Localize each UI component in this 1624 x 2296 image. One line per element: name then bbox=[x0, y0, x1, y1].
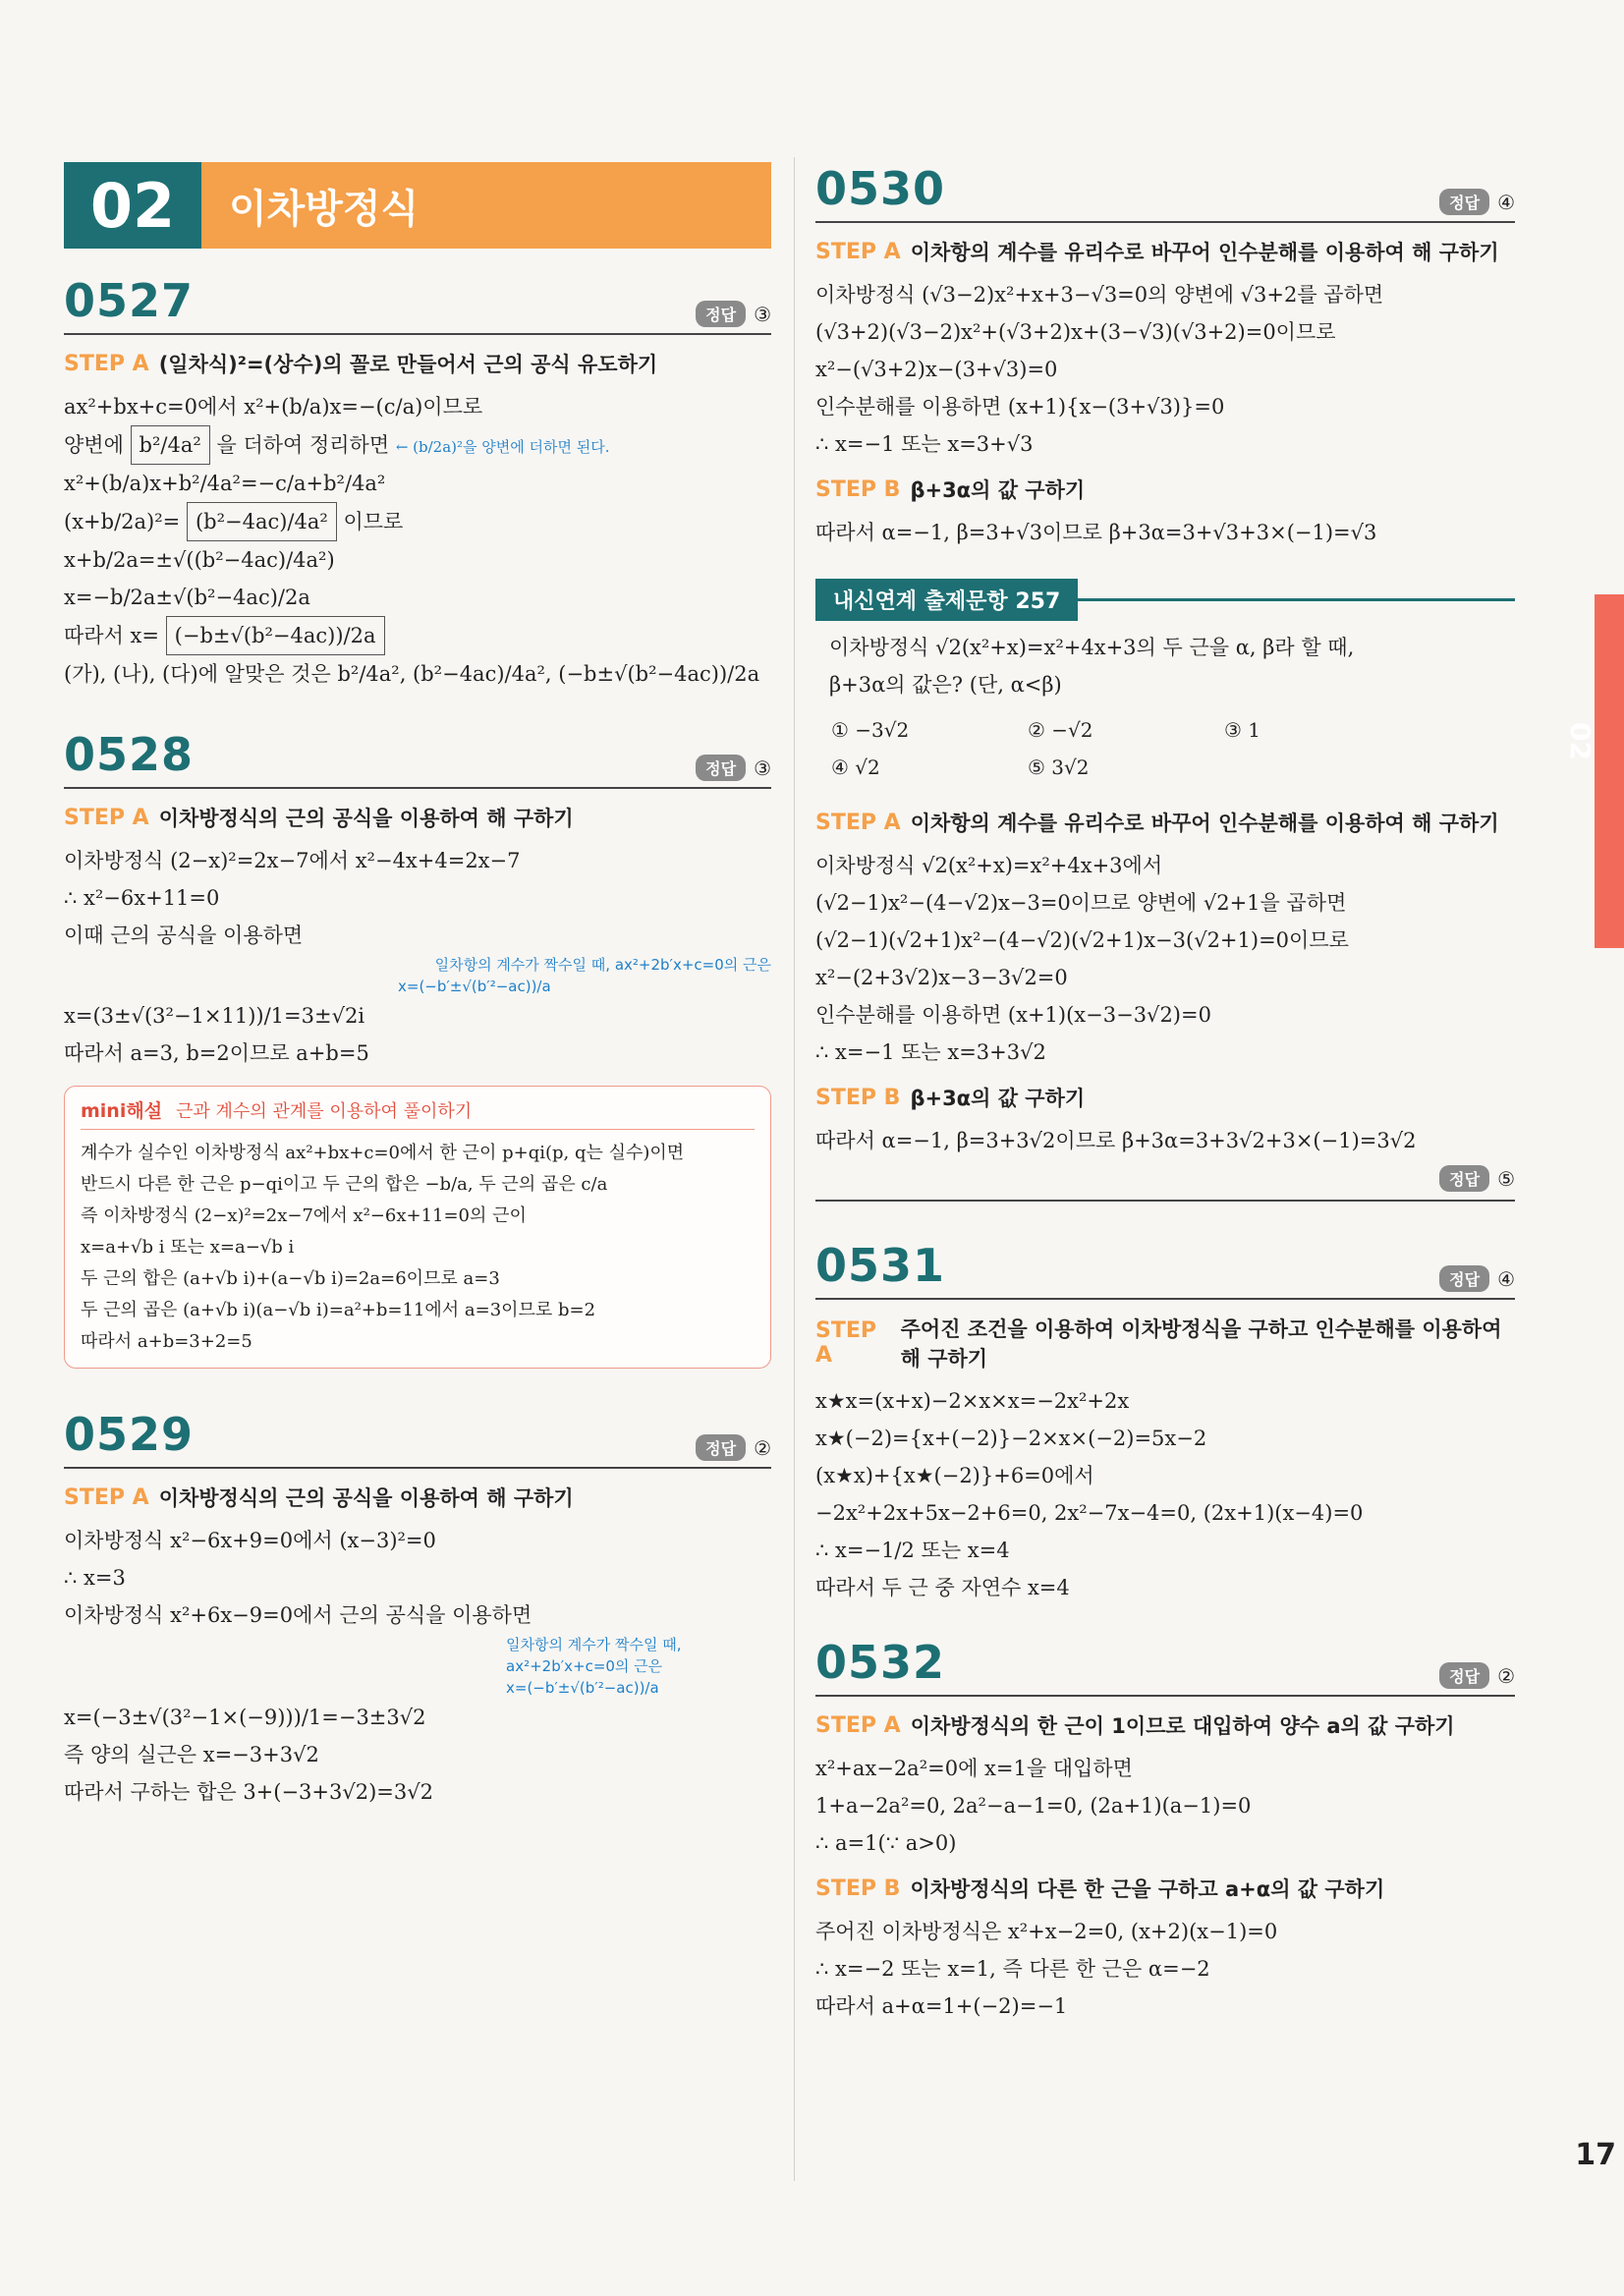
page-number: 17 bbox=[1575, 2138, 1616, 2172]
side-note: x=(−b′±√(b′²−ac))/a bbox=[506, 1679, 659, 1697]
solution-line: (x★x)+{x★(−2)}+6=0에서 bbox=[815, 1464, 1094, 1487]
solution-line: (x+b/2a)²= (b²−4ac)/4a² 이므로 bbox=[64, 502, 771, 541]
answer-value: ③ bbox=[754, 302, 771, 326]
step-title: β+3α의 값 구하기 bbox=[910, 1087, 1086, 1110]
solution-line: 따라서 α=−1, β=3+√3이므로 β+3α=3+√3+3×(−1)=√3 bbox=[815, 521, 1377, 544]
step-title: (일차식)²=(상수)의 꼴로 만들어서 근의 공식 유도하기 bbox=[158, 353, 658, 376]
step-tag: STEP B bbox=[815, 1876, 901, 1901]
mini-explanation bbox=[64, 1086, 771, 1369]
step-b bbox=[815, 1083, 1515, 1112]
mini-line: 즉 이차방정식 (2−x)²=2x−7에서 x²−6x+11=0의 근이 bbox=[81, 1205, 527, 1226]
mini-line: 두 근의 합은 (a+√b i)+(a−√b i)=2a=6이므로 a=3 bbox=[81, 1268, 500, 1289]
mini-title: 근과 계수의 관계를 이용하여 풀이하기 bbox=[176, 1100, 473, 1122]
problem-0528 bbox=[64, 728, 771, 1369]
answer-value: ④ bbox=[1497, 1266, 1515, 1291]
solution-line: 이때 근의 공식을 이용하면 bbox=[64, 924, 304, 947]
mini-header bbox=[81, 1096, 755, 1130]
solution-line: x²+(b/a)x+b²/4a²=−c/a+b²/4a² bbox=[64, 472, 386, 495]
problem-header bbox=[815, 162, 1515, 223]
question-line: β+3α의 값은? (단, α<β) bbox=[829, 673, 1062, 697]
solution-line: (√2−1)x²−(4−√2)x−3=0이므로 양변에 √2+1을 곱하면 bbox=[815, 891, 1347, 915]
solution-line: 따라서 구하는 합은 3+(−3+3√2)=3√2 bbox=[64, 1780, 434, 1804]
solution-line: x²−(2+3√2)x−3−3√2=0 bbox=[815, 966, 1068, 989]
left-column bbox=[64, 162, 771, 1830]
step-a bbox=[815, 808, 1515, 837]
answer-value: ② bbox=[754, 1435, 771, 1460]
answer-badge: 정답 bbox=[1439, 189, 1489, 215]
solution-line: x=(−3±√(3²−1×(−9)))/1=−3±3√2 bbox=[64, 1706, 426, 1729]
answer bbox=[1439, 189, 1515, 215]
step-b bbox=[815, 1874, 1515, 1903]
right-column bbox=[815, 162, 1515, 2044]
step-title: 이차방정식의 다른 한 근을 구하고 a+α의 값 구하기 bbox=[910, 1877, 1385, 1901]
question-line: 이차방정식 √2(x²+x)=x²+4x+3의 두 근을 α, β라 할 때, bbox=[829, 636, 1355, 659]
problem-header bbox=[64, 1408, 771, 1469]
problem-0530 bbox=[815, 162, 1515, 551]
solution-line: ∴ x=3 bbox=[64, 1566, 126, 1590]
chapter-side-tab bbox=[1564, 594, 1624, 948]
chapter-header bbox=[64, 162, 771, 252]
linked-header bbox=[815, 579, 1515, 621]
problem-number: 0527 bbox=[64, 274, 195, 327]
answer-badge: 정답 bbox=[696, 301, 746, 327]
step-a bbox=[64, 1483, 771, 1512]
solution-line: x²+ax−2a²=0에 x=1을 대입하면 bbox=[815, 1757, 1133, 1780]
answer bbox=[696, 1434, 771, 1461]
answer-badge: 정답 bbox=[1439, 1662, 1489, 1689]
choice-4: ④ √2 bbox=[831, 756, 880, 779]
step-tag: STEP A bbox=[815, 1712, 901, 1738]
solution-line: x=−b/2a±√(b²−4ac)/2a bbox=[64, 586, 310, 609]
side-note: ← (b/2a)²을 양변에 더하면 된다. bbox=[395, 438, 610, 456]
choice-5: ⑤ 3√2 bbox=[1028, 756, 1090, 779]
solution-line: 인수분해를 이용하면 (x+1){x−(3+√3)}=0 bbox=[815, 395, 1225, 419]
solution-line: ∴ x=−1 또는 x=3+3√2 bbox=[815, 1040, 1046, 1064]
side-note: x=(−b′±√(b′²−ac))/a bbox=[398, 978, 551, 995]
step-title: 이차항의 계수를 유리수로 바꾸어 인수분해를 이용하여 해 구하기 bbox=[910, 812, 1499, 835]
step-title: 이차방정식의 근의 공식을 이용하여 해 구하기 bbox=[158, 1486, 574, 1510]
solution-line: x+b/2a=±√((b²−4ac)/4a²) bbox=[64, 548, 335, 572]
solution-line: (√3+2)(√3−2)x²+(√3+2)x+(3−√3)(√3+2)=0이므로 bbox=[815, 320, 1336, 344]
problem-number: 0532 bbox=[815, 1636, 946, 1689]
problem-0531 bbox=[815, 1239, 1515, 1606]
chapter-number: 02 bbox=[64, 162, 201, 249]
solution-line: 따라서 두 근 중 자연수 x=4 bbox=[815, 1576, 1070, 1599]
choices bbox=[831, 711, 1515, 786]
solution-line: 따라서 x= (−b±√(b²−4ac))/2a bbox=[64, 616, 771, 655]
step-tag: STEP A bbox=[815, 1318, 877, 1368]
answer-badge: 정답 bbox=[1439, 1265, 1489, 1292]
solution-line: ∴ x=−1 또는 x=3+√3 bbox=[815, 432, 1034, 456]
step-tag: STEP B bbox=[815, 1085, 901, 1110]
solution-line: ∴ x²−6x+11=0 bbox=[64, 886, 220, 910]
answer bbox=[1439, 1265, 1515, 1292]
column-divider bbox=[794, 157, 795, 2181]
step-tag: STEP A bbox=[64, 805, 149, 830]
side-note: 일차항의 계수가 짝수일 때, bbox=[506, 1636, 682, 1653]
step-tag: STEP A bbox=[815, 810, 901, 835]
solution-line: −2x²+2x+5x−2+6=0, 2x²−7x−4=0, (2x+1)(x−4)=0 bbox=[815, 1501, 1364, 1525]
step-a bbox=[815, 1314, 1515, 1372]
linked-tag: 내신연계 출제문항 257 bbox=[815, 579, 1078, 621]
answer bbox=[1439, 1662, 1515, 1689]
solution-line: x★x=(x+x)−2×x×x=−2x²+2x bbox=[815, 1389, 1130, 1413]
chapter-title: 이차방정식 bbox=[201, 162, 771, 249]
solution-line: 양변에 b²/4a² 을 더하여 정리하면 ← (b/2a)²을 양변에 더하면 된다. bbox=[64, 425, 771, 465]
solution-line: 따라서 α=−1, β=3+3√2이므로 β+3α=3+3√2+3×(−1)=3√2 bbox=[815, 1129, 1417, 1152]
mini-line: x=a+√b i 또는 x=a−√b i bbox=[81, 1237, 295, 1258]
solution-line: 주어진 이차방정식은 x²+x−2=0, (x+2)(x−1)=0 bbox=[815, 1920, 1278, 1943]
answer-value: ② bbox=[1497, 1663, 1515, 1688]
problem-number: 0528 bbox=[64, 728, 195, 781]
step-title: 이차방정식의 근의 공식을 이용하여 해 구하기 bbox=[158, 807, 574, 830]
step-title: 주어진 조건을 이용하여 이차방정식을 구하고 인수분해를 이용하여 해 구하기 bbox=[900, 1317, 1502, 1371]
mini-line: 반드시 다른 한 근은 p−qi이고 두 근의 합은 −b/a, 두 근의 곱은 c/a bbox=[81, 1174, 608, 1195]
solution-line: 1+a−2a²=0, 2a²−a−1=0, (2a+1)(a−1)=0 bbox=[815, 1794, 1252, 1818]
solution-line: 이차방정식 √2(x²+x)=x²+4x+3에서 bbox=[815, 854, 1163, 877]
problem-header bbox=[64, 274, 771, 335]
step-b bbox=[815, 475, 1515, 504]
solution-line: 이차방정식 x²+6x−9=0에서 근의 공식을 이용하면 bbox=[64, 1603, 532, 1627]
solution-line: ∴ x=−2 또는 x=1, 즉 다른 한 근은 α=−2 bbox=[815, 1957, 1210, 1981]
problem-header bbox=[64, 728, 771, 789]
choice-2: ② −√2 bbox=[1028, 718, 1093, 742]
solution-line: ∴ a=1(∵ a>0) bbox=[815, 1831, 957, 1855]
problem-number: 0531 bbox=[815, 1239, 946, 1292]
mini-tag: mini해설 bbox=[81, 1100, 163, 1122]
solution-line: ∴ x=−1/2 또는 x=4 bbox=[815, 1539, 1010, 1562]
solution-line: ax²+bx+c=0에서 x²+(b/a)x=−(c/a)이므로 bbox=[64, 395, 483, 419]
step-tag: STEP A bbox=[64, 351, 149, 376]
step-title: 이차항의 계수를 유리수로 바꾸어 인수분해를 이용하여 해 구하기 bbox=[910, 241, 1499, 264]
answer-badge: 정답 bbox=[1439, 1165, 1489, 1192]
answer-value: ③ bbox=[754, 756, 771, 780]
answer-badge: 정답 bbox=[696, 755, 746, 781]
solution-line: x★(−2)={x+(−2)}−2×x×(−2)=5x−2 bbox=[815, 1427, 1207, 1450]
step-tag: STEP A bbox=[64, 1484, 149, 1510]
solution-line: 따라서 a=3, b=2이므로 a+b=5 bbox=[64, 1041, 369, 1065]
step-tag: STEP B bbox=[815, 476, 901, 502]
step-title: 이차방정식의 한 근이 1이므로 대입하여 양수 a의 값 구하기 bbox=[910, 1714, 1455, 1738]
side-note: ax²+2b′x+c=0의 근은 bbox=[506, 1657, 663, 1675]
step-a bbox=[815, 1710, 1515, 1740]
linked-problem bbox=[815, 579, 1515, 1202]
solution-line: (√2−1)(√2+1)x²−(4−√2)(√2+1)x−3(√2+1)=0이므로 bbox=[815, 928, 1349, 952]
problem-number: 0529 bbox=[64, 1408, 195, 1461]
solution-line: 이차방정식 x²−6x+9=0에서 (x−3)²=0 bbox=[64, 1529, 436, 1552]
linked-rule bbox=[1078, 598, 1515, 601]
choice-1: ① −3√2 bbox=[831, 718, 910, 742]
step-a bbox=[815, 237, 1515, 266]
solution-line: 이차방정식 (√3−2)x²+x+3−√3=0의 양변에 √3+2를 곱하면 bbox=[815, 283, 1384, 307]
blank-box: b²/4a² bbox=[131, 425, 210, 465]
step-tag: STEP A bbox=[815, 239, 901, 264]
problem-0527 bbox=[64, 274, 771, 693]
step-title: β+3α의 값 구하기 bbox=[910, 478, 1086, 502]
side-note: 일차항의 계수가 짝수일 때, ax²+2b′x+c=0의 근은 bbox=[434, 956, 771, 974]
answer-badge: 정답 bbox=[696, 1434, 746, 1461]
problem-0529 bbox=[64, 1408, 771, 1811]
blank-box: (b²−4ac)/4a² bbox=[187, 502, 337, 541]
answer bbox=[815, 1165, 1515, 1192]
linked-bottom-rule bbox=[815, 1200, 1515, 1202]
answer-value: ④ bbox=[1497, 190, 1515, 214]
problem-header bbox=[815, 1636, 1515, 1697]
side-tab-label: 02 bbox=[1564, 722, 1596, 760]
answer bbox=[696, 755, 771, 781]
answer bbox=[696, 301, 771, 327]
solution-line: 따라서 a+α=1+(−2)=−1 bbox=[815, 1994, 1068, 2018]
mini-line: 계수가 실수인 이차방정식 ax²+bx+c=0에서 한 근이 p+qi(p, q는 실수)이면 bbox=[81, 1143, 685, 1163]
problem-header bbox=[815, 1239, 1515, 1300]
solution-line: 이차방정식 (2−x)²=2x−7에서 x²−4x+4=2x−7 bbox=[64, 849, 521, 872]
solution-line: (가), (나), (다)에 알맞은 것은 b²/4a², (b²−4ac)/4a², (−b±√(b²−4ac))/2a bbox=[64, 662, 760, 686]
solution-line: 즉 양의 실근은 x=−3+3√2 bbox=[64, 1743, 319, 1766]
problem-0532 bbox=[815, 1636, 1515, 2025]
solution-line: x²−(√3+2)x−(3+√3)=0 bbox=[815, 358, 1058, 381]
step-a bbox=[64, 349, 771, 378]
blank-box: (−b±√(b²−4ac))/2a bbox=[166, 616, 385, 655]
problem-number: 0530 bbox=[815, 162, 946, 215]
answer-value: ⑤ bbox=[1497, 1166, 1515, 1191]
mini-line: 따라서 a+b=3+2=5 bbox=[81, 1331, 252, 1352]
mini-line: 두 근의 곱은 (a+√b i)(a−√b i)=a²+b=11에서 a=3이므로 b=2 bbox=[81, 1300, 596, 1320]
solution-line: x=(3±√(3²−1×11))/1=3±√2i bbox=[64, 1004, 365, 1028]
solution-line: 인수분해를 이용하면 (x+1)(x−3−3√2)=0 bbox=[815, 1003, 1211, 1027]
step-a bbox=[64, 803, 771, 832]
choice-3: ③ 1 bbox=[1224, 718, 1261, 742]
